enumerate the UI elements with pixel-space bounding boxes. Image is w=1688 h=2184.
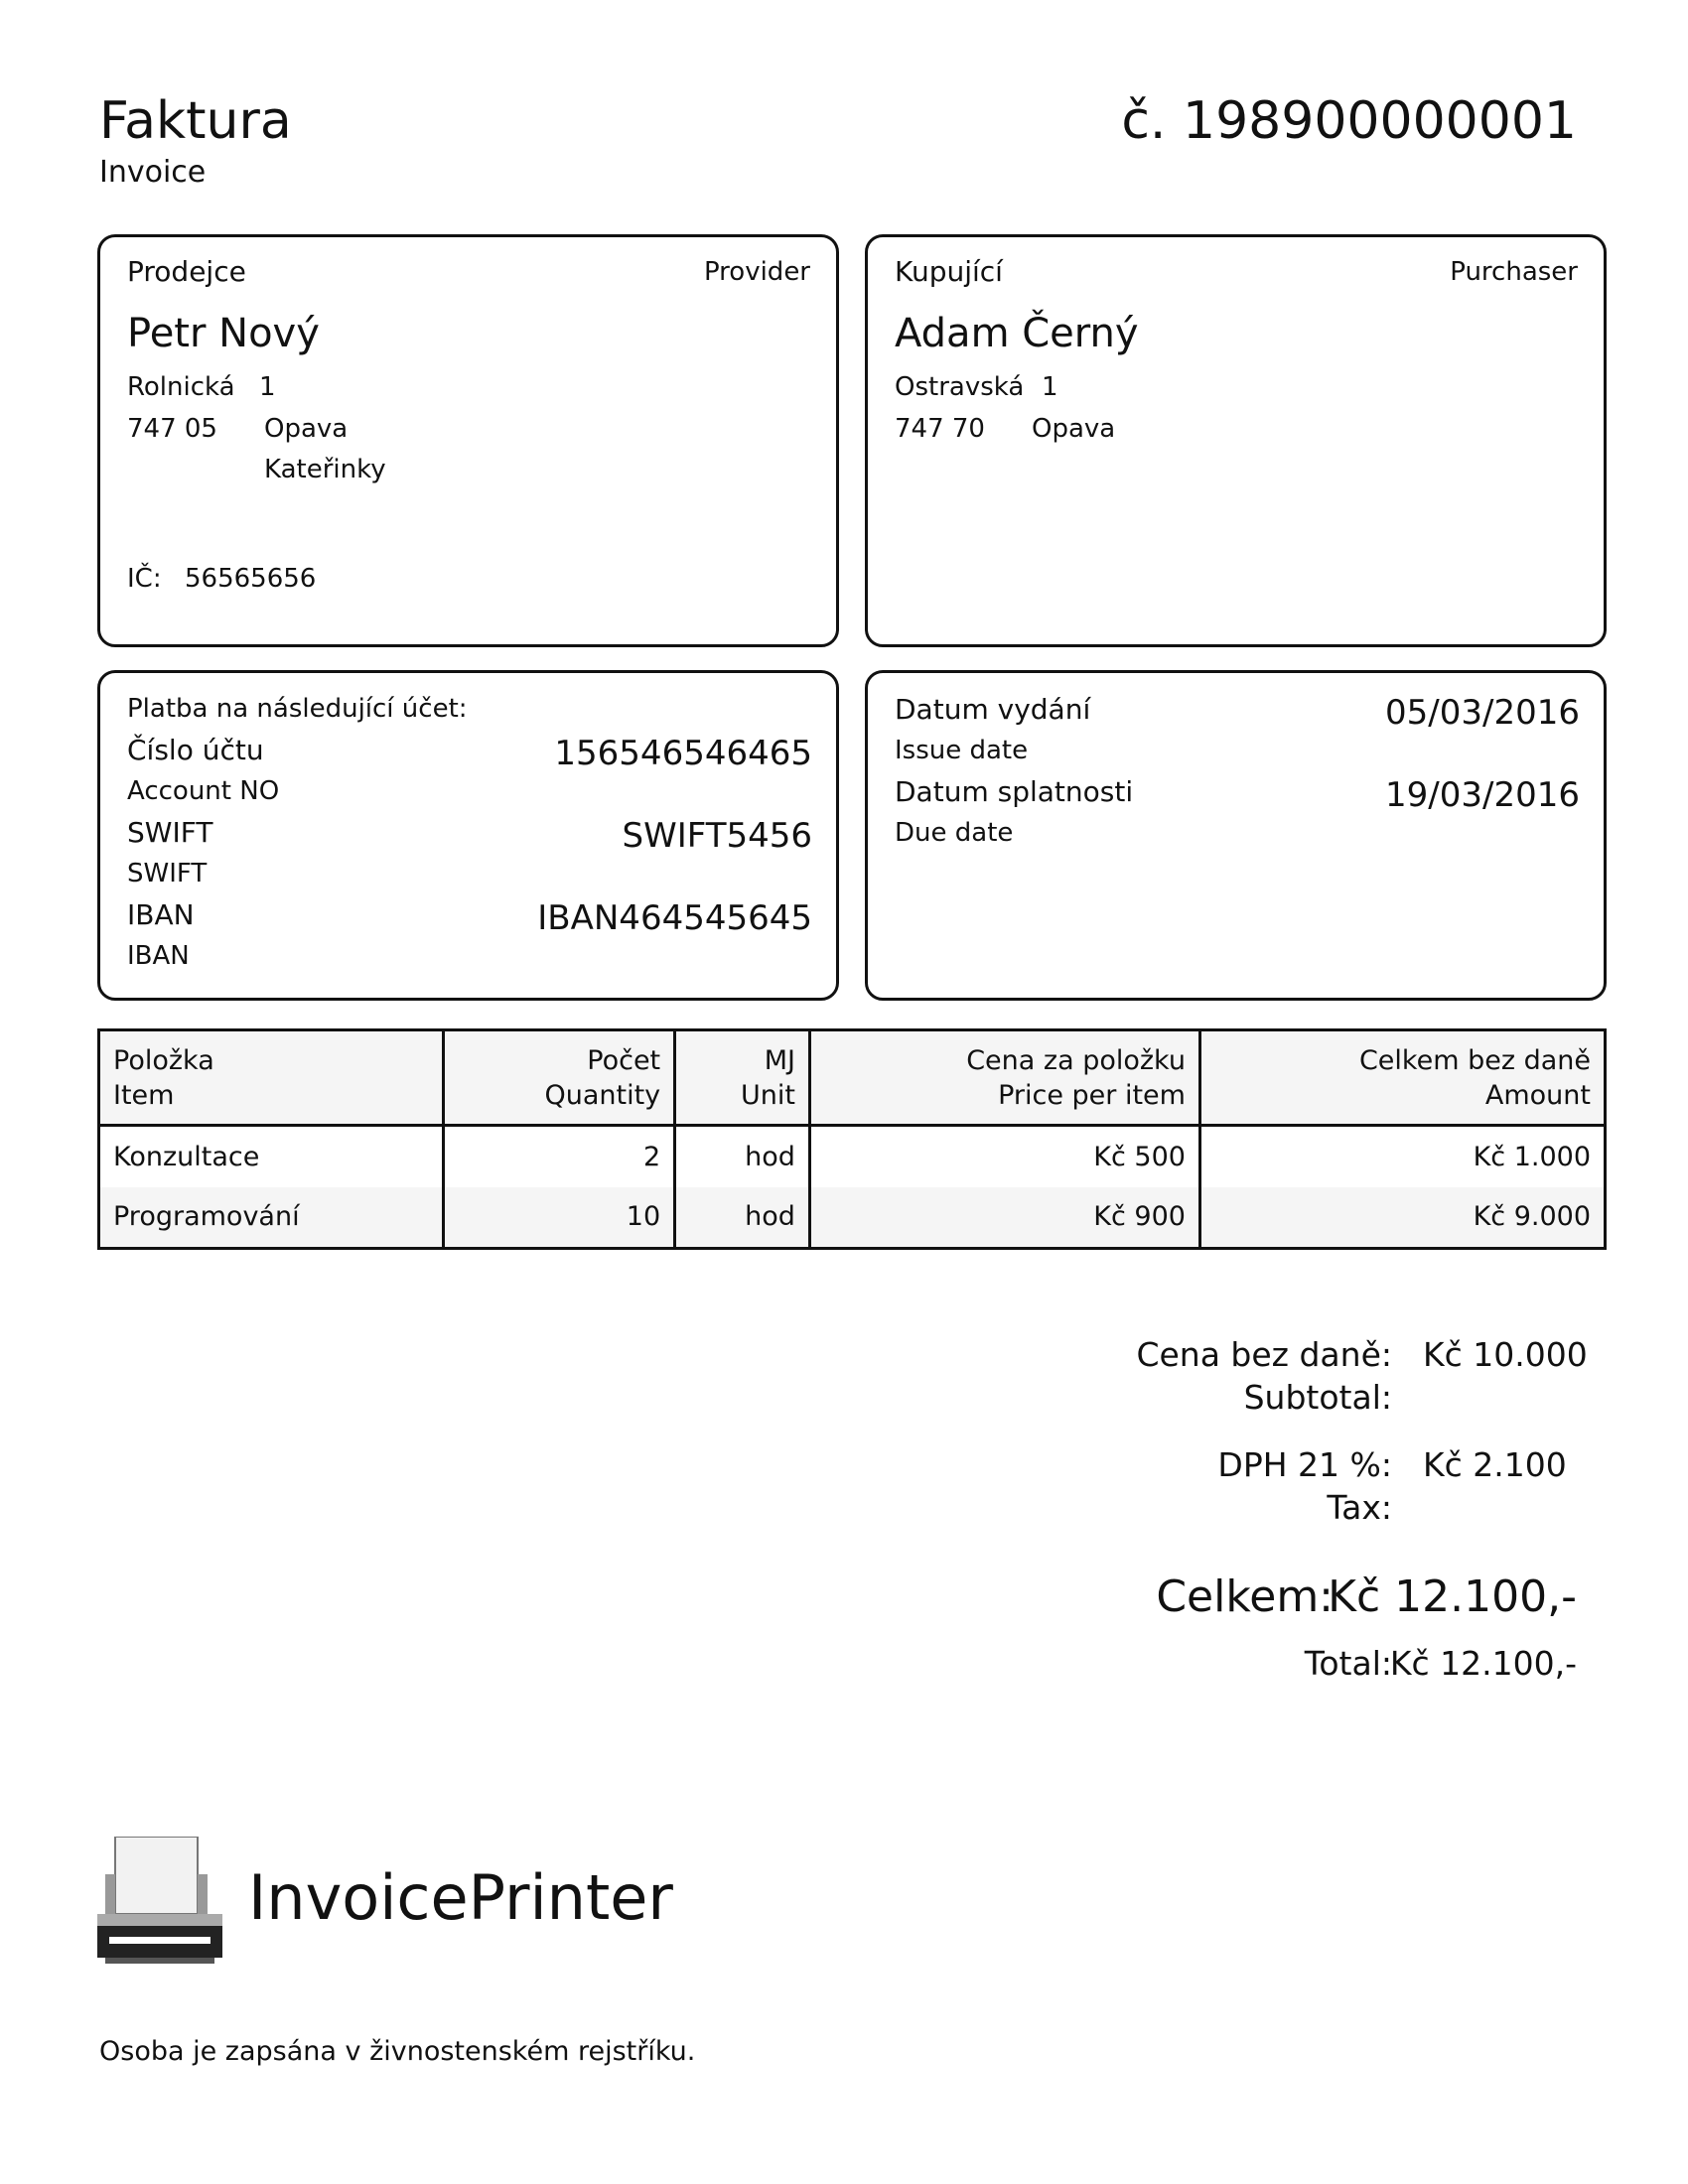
tax-label: DPH 21 %: [1217,1445,1392,1484]
seller-ic: 56565656 [185,564,317,594]
brand-name: InvoicePrinter [248,1861,673,1934]
total-value-en: Kč 12.100,- [1389,1644,1577,1683]
printer-icon [97,1837,222,1966]
column-header-price: Cena za položku Price per item [809,1030,1199,1126]
table-row [99,1126,1606,1187]
seller-district: Kateřinky [264,455,386,484]
cell-price: Kč 900 [809,1187,1199,1249]
items-header-row [99,1030,1606,1126]
issue-date-label-en: Issue date [895,736,1029,765]
seller-label-en: Provider [703,257,810,287]
buyer-zip: 747 70 [895,414,985,444]
items-table [97,1028,1607,1250]
account-label: Číslo účtu [127,734,264,766]
cell-item: Programování [99,1187,444,1249]
cell-quantity: 2 [443,1126,675,1187]
cell-quantity: 10 [443,1187,675,1249]
table-row [99,1187,1606,1249]
iban-label-en: IBAN [127,941,190,971]
seller-zip: 747 05 [127,414,217,444]
swift-label: SWIFT [127,816,213,849]
total-label-en: Total: [1304,1644,1392,1683]
due-date-label: Datum splatnosti [895,775,1134,808]
seller-ic-label: IČ: [127,564,162,594]
iban-code: IBAN464545645 [537,898,812,938]
column-header-amount: Celkem bez daně Amount [1199,1030,1605,1126]
subtotal-label: Cena bez daně: [1136,1335,1392,1374]
tax-value: Kč 2.100 [1423,1445,1567,1484]
seller-name: Petr Nový [127,311,320,356]
dates-box [865,670,1607,1001]
total-value: Kč 12.100,- [1328,1571,1577,1622]
buyer-box [865,234,1607,647]
tax-label-en: Tax: [1327,1488,1392,1527]
account-label-en: Account NO [127,776,280,806]
swift-label-en: SWIFT [127,859,208,888]
buyer-name: Adam Černý [895,311,1139,356]
due-date: 19/03/2016 [1385,775,1580,815]
column-header-quantity: Počet Quantity [443,1030,675,1126]
cell-item: Konzultace [99,1126,444,1187]
invoice-title: Faktura [99,91,292,151]
buyer-city: Opava [1032,414,1116,444]
buyer-street-no: 1 [1042,372,1058,402]
buyer-label: Kupující [895,255,1003,288]
subtotal-label-en: Subtotal: [1243,1378,1392,1417]
iban-label: IBAN [127,898,195,931]
cell-price: Kč 500 [809,1126,1199,1187]
seller-street-no: 1 [259,372,276,402]
seller-street: Rolnická [127,372,235,402]
cell-amount: Kč 9.000 [1199,1187,1605,1249]
column-header-unit: MJ Unit [675,1030,810,1126]
subtotal-value: Kč 10.000 [1423,1335,1588,1374]
cell-amount: Kč 1.000 [1199,1126,1605,1187]
due-date-label-en: Due date [895,818,1014,848]
buyer-label-en: Purchaser [1450,257,1578,287]
seller-city: Opava [264,414,349,444]
seller-box [97,234,839,647]
invoice-number: č. 198900000001 [1121,91,1577,151]
swift-code: SWIFT5456 [622,816,812,856]
issue-date-label: Datum vydání [895,693,1091,726]
seller-label: Prodejce [127,255,246,288]
bank-account-box [97,670,839,1001]
cell-unit: hod [675,1187,810,1249]
footer-note: Osoba je zapsána v živnostenském rejstříku. [99,2036,696,2067]
buyer-street: Ostravská [895,372,1025,402]
total-label: Celkem: [1156,1571,1334,1622]
issue-date: 05/03/2016 [1385,693,1580,733]
invoice-subtitle: Invoice [99,155,207,190]
bank-heading: Platba na následující účet: [127,694,468,724]
column-header-item: Položka Item [99,1030,444,1126]
cell-unit: hod [675,1126,810,1187]
account-number: 156546546465 [554,734,812,773]
